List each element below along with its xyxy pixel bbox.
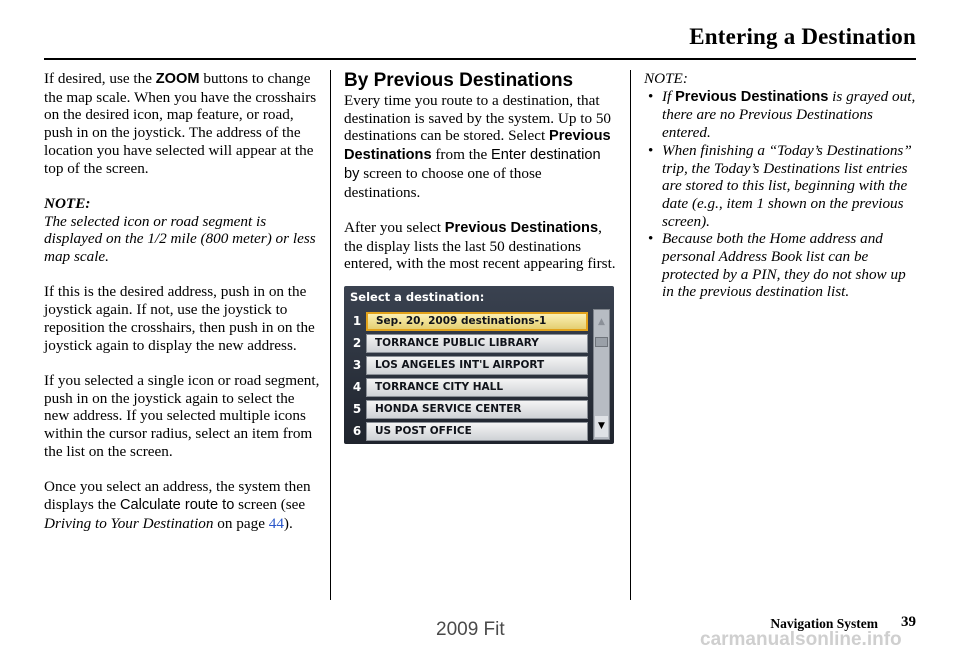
destination-button-selected[interactable]: Sep. 20, 2009 destinations-1 [366,312,588,331]
destination-button[interactable]: US POST OFFICE [366,422,588,441]
scroll-down-icon[interactable]: ▼ [595,416,608,437]
destination-button[interactable]: LOS ANGELES INT'L AIRPORT [366,356,588,375]
section-reference: Driving to Your Destination [44,514,214,532]
column-divider [630,70,631,600]
column-divider [330,70,331,600]
paragraph-confirm-address: If this is the desired address, push in on the joystick again. If not, use the joystick to reposition the crosshairs, then push in on the joystick again to display the new address. [44,283,315,354]
note-body: The selected icon or road segment is displayed on the 1/2 mile (800 meter) or less map scale. [44,212,316,266]
list-item[interactable] [344,312,594,331]
list-item[interactable] [344,400,594,419]
list-item[interactable] [344,356,594,375]
column-right [644,70,920,301]
list-item[interactable] [344,378,594,397]
navigation-screen [344,286,614,444]
page-number: 39 [901,614,916,630]
calculate-route-term: Calculate route to [119,496,235,513]
previous-destinations-term: Previous Destinations [675,88,829,105]
destination-button[interactable]: HONDA SERVICE CENTER [366,400,588,419]
paragraph-previous-intro: Every time you route to a destination, that destination is saved by the system. Up to 50 destinations can be stored. Select Previous Destinations from the Enter destination by screen to choose one of those destinations. [344,92,612,201]
section-heading: By Previous Destinations [344,70,574,91]
list-item-number: 3 [352,358,362,372]
notes-list [644,88,920,301]
list-item-number: 2 [352,336,362,350]
page-header-title: Entering a Destination [689,24,916,49]
list-item-number: 1 [352,314,362,328]
list-item[interactable] [344,422,594,441]
list-item: • When finishing a “Today’s Destinations” trip, the Today’s Destinations list entries are stored to this list, beginning with the date (e.g., item 1 shown on the previous screen). [644,142,920,231]
screen-title: Select a destination: [350,290,485,304]
zoom-term: ZOOM [155,71,200,87]
footer-section-name: Navigation System [770,616,878,631]
paragraph-select-icon: If you selected a single icon or road segment, push in on the joystick again to select the new address. If you selected multiple icons within the cursor radius, select an item from the list on the screen. [44,371,320,460]
enter-destination-term: Enter destination by [344,147,601,182]
list-item-number: 6 [352,424,362,438]
scroll-up-icon[interactable]: ▲ [598,317,605,327]
list-item-number: 4 [352,380,362,394]
list-item-number: 5 [352,402,362,416]
list-item[interactable] [344,334,594,353]
paragraph-previous-list: After you select Previous Destinations, the display lists the last 50 destinations entered, with the most recent appearing first. [344,218,616,273]
list-item: • Because both the Home address and personal Address Book list can be protected by a PIN, they do not show up in the previous destination list. [644,230,920,301]
destination-button[interactable]: TORRANCE CITY HALL [366,378,588,397]
paragraph-calculate-route: Once you select an address, the system then displays the Calculate route to screen (see Driving to Your Destination on page 44). [44,478,311,532]
scrollbar[interactable] [593,309,610,440]
list-item: • If Previous Destinations is grayed out, there are no Previous Destinations entered. [644,88,920,142]
paragraph-zoom: If desired, use the ZOOM buttons to change the map scale. When you have the crosshairs on the desired icon, map feature, or road, push in on the joystick. The address of the location you have selected will appear at the top of the screen. [44,70,317,177]
column-left [44,70,320,532]
previous-destinations-term: Previous Destinations [444,219,599,236]
header-rule [44,58,916,60]
scroll-thumb[interactable] [595,337,608,347]
watermark-model: 2009 Fit [436,619,505,640]
column-middle [344,70,620,273]
note-heading: NOTE: [644,70,688,87]
destination-button[interactable]: TORRANCE PUBLIC LIBRARY [366,334,588,353]
previous-destinations-term: Previous Destinations [344,128,611,164]
note-heading: NOTE: [44,194,91,212]
page-link[interactable]: 44 [268,514,284,532]
watermark-site: carmanualsonline.info [700,629,902,650]
